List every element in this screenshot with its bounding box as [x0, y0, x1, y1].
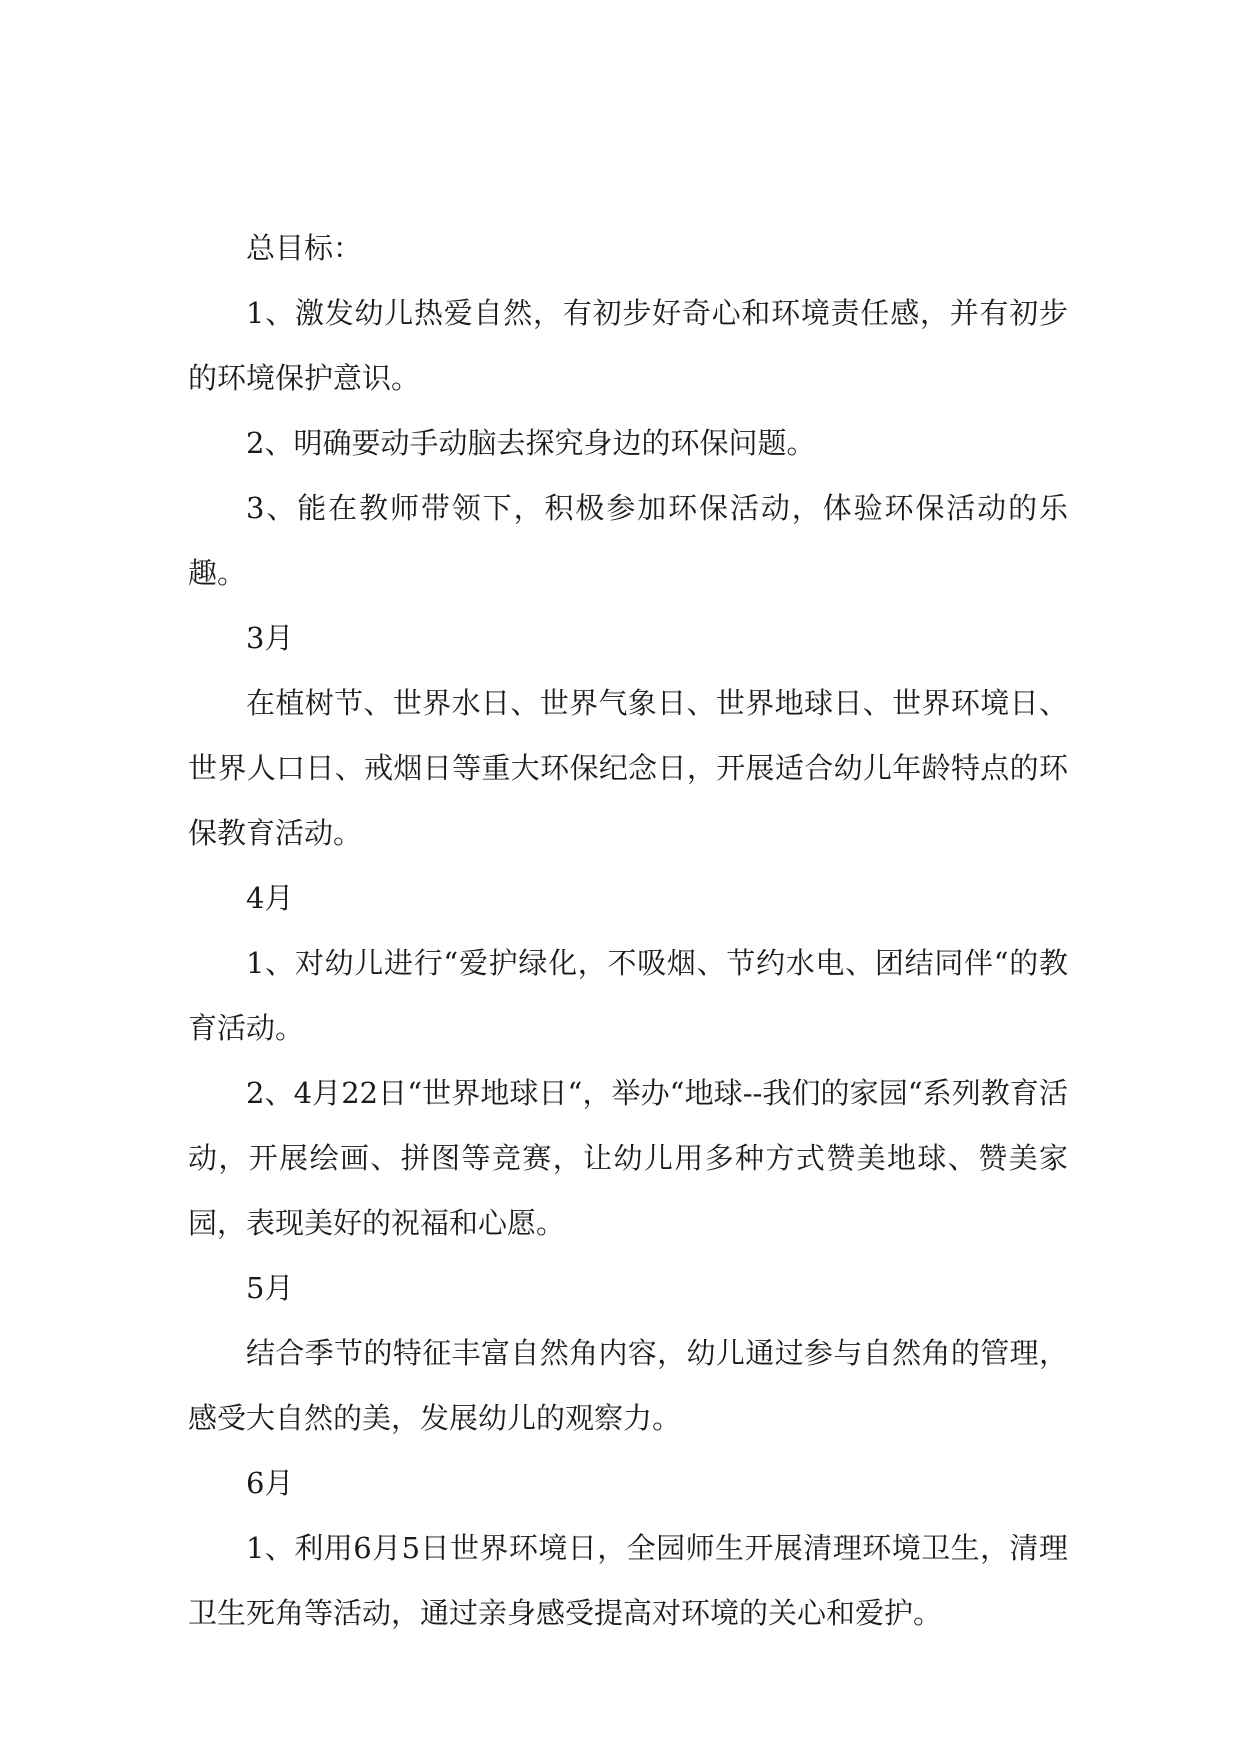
month-heading-may: 5月	[246, 1271, 294, 1305]
april-item-2: 2、4月22日“世界地球日“，举办“地球--我们的家园“系列教育活动，开展绘画、拼图等竞赛，让幼儿用多种方式赞美地球、赞美家园，表现美好的祝福和心愿。	[188, 1076, 1068, 1240]
month-heading-april: 4月	[246, 881, 294, 915]
goal-item-1: 1、激发幼儿热爱自然，有初步好奇心和环境责任感，并有初步的环境保护意识。	[188, 296, 1068, 395]
month-heading-march: 3月	[246, 621, 294, 655]
document-body	[188, 216, 1068, 1646]
month-heading-june: 6月	[246, 1466, 294, 1500]
goal-item-2: 2、明确要动手动脑去探究身边的环保问题。	[246, 426, 816, 460]
march-paragraph: 在植树节、世界水日、世界气象日、世界地球日、世界环境日、世界人口日、戒烟日等重大环保纪念日，开展适合幼儿年龄特点的环保教育活动。	[188, 686, 1068, 850]
june-item-1: 1、利用6月5日世界环境日，全园师生开展清理环境卫生，清理卫生死角等活动，通过亲身感受提高对环境的关心和爱护。	[188, 1531, 1068, 1630]
april-item-1: 1、对幼儿进行“爱护绿化，不吸烟、节约水电、团结同伴“的教育活动。	[188, 946, 1068, 1045]
heading-overall-goals: 总目标：	[246, 231, 363, 265]
may-paragraph: 结合季节的特征丰富自然角内容，幼儿通过参与自然角的管理，感受大自然的美，发展幼儿的观察力。	[188, 1336, 1068, 1435]
goal-item-3: 3、能在教师带领下，积极参加环保活动，体验环保活动的乐趣。	[188, 491, 1068, 590]
